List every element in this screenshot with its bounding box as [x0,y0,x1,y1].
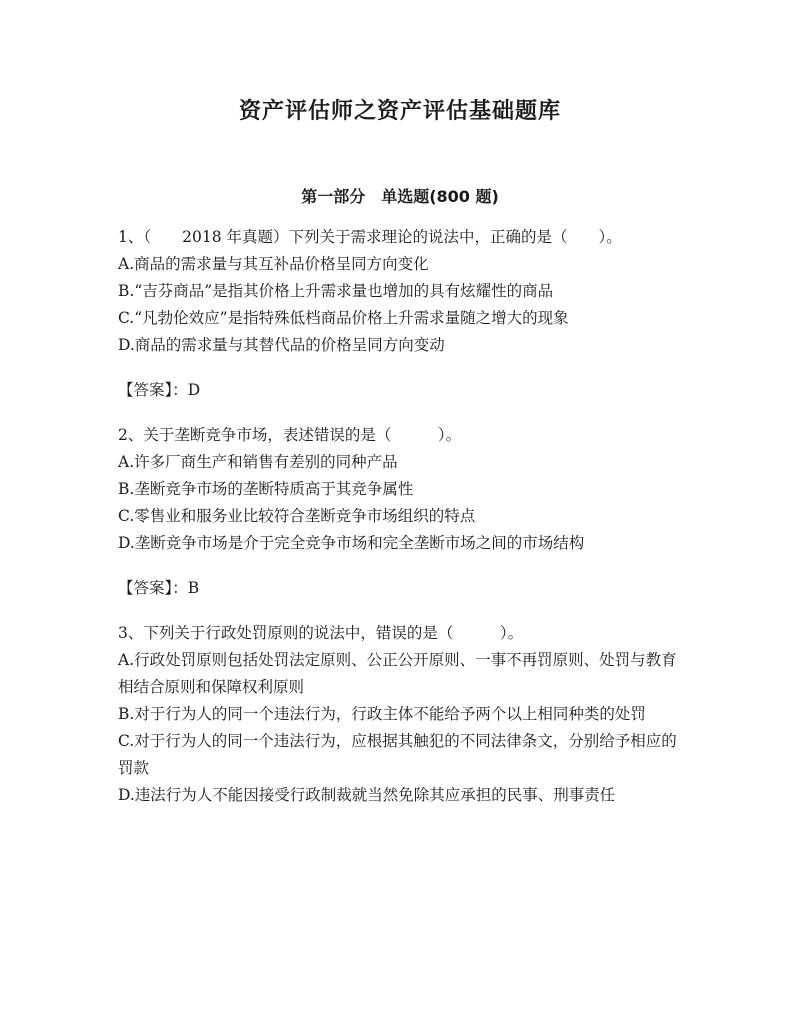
option-a: A.行政处罚原则包括处罚法定原则、公正公开原则、一事不再罚原则、处罚与教育相结合原则和保障权利原则 [118,651,677,696]
question-1 [118,224,678,404]
option-b: B.“吉芬商品”是指其价格上升需求量也增加的具有炫耀性的商品 [118,282,554,300]
option-d: D.商品的需求量与其替代品的价格呈同方向变动 [118,336,445,354]
option-b: B.垄断竞争市场的垄断特质高于其竞争属性 [118,480,414,498]
answer-label: 【答案】：B [118,579,200,597]
question-3 [118,620,678,809]
document-title: 资产评估师之资产评估基础题库 [238,99,561,124]
option-c: C.零售业和服务业比较符合垄断竞争市场组织的特点 [118,507,476,525]
option-d: D.垄断竞争市场是介于完全竞争市场和完全垄断市场之间的市场结构 [118,534,585,552]
question-stem: 1、（ 2018 年真题）下列关于需求理论的说法中，正确的是（ ）。 [118,228,622,246]
section-title: 第一部分 单选题(800 题) [301,187,499,206]
option-a: A.商品的需求量与其互补品价格呈同方向变化 [118,255,429,273]
question-list [118,224,678,809]
question-stem: 2、关于垄断竞争市场，表述错误的是（ ）。 [118,426,462,444]
option-a: A.许多厂商生产和销售有差别的同种产品 [118,453,398,471]
option-c: C.“凡勃伦效应”是指特殊低档商品价格上升需求量随之增大的现象 [118,309,569,327]
option-d: D.违法行为人不能因接受行政制裁就当然免除其应承担的民事、刑事责任 [118,786,616,804]
option-b: B.对于行为人的同一个违法行为，行政主体不能给予两个以上相同种类的处罚 [118,705,646,723]
answer-label: 【答案】：D [118,381,201,399]
option-c: C.对于行为人的同一个违法行为，应根据其触犯的不同法律条文，分别给予相应的罚款 [118,732,677,777]
question-2 [118,422,678,602]
question-stem: 3、下列关于行政处罚原则的说法中，错误的是（ ）。 [118,624,524,642]
